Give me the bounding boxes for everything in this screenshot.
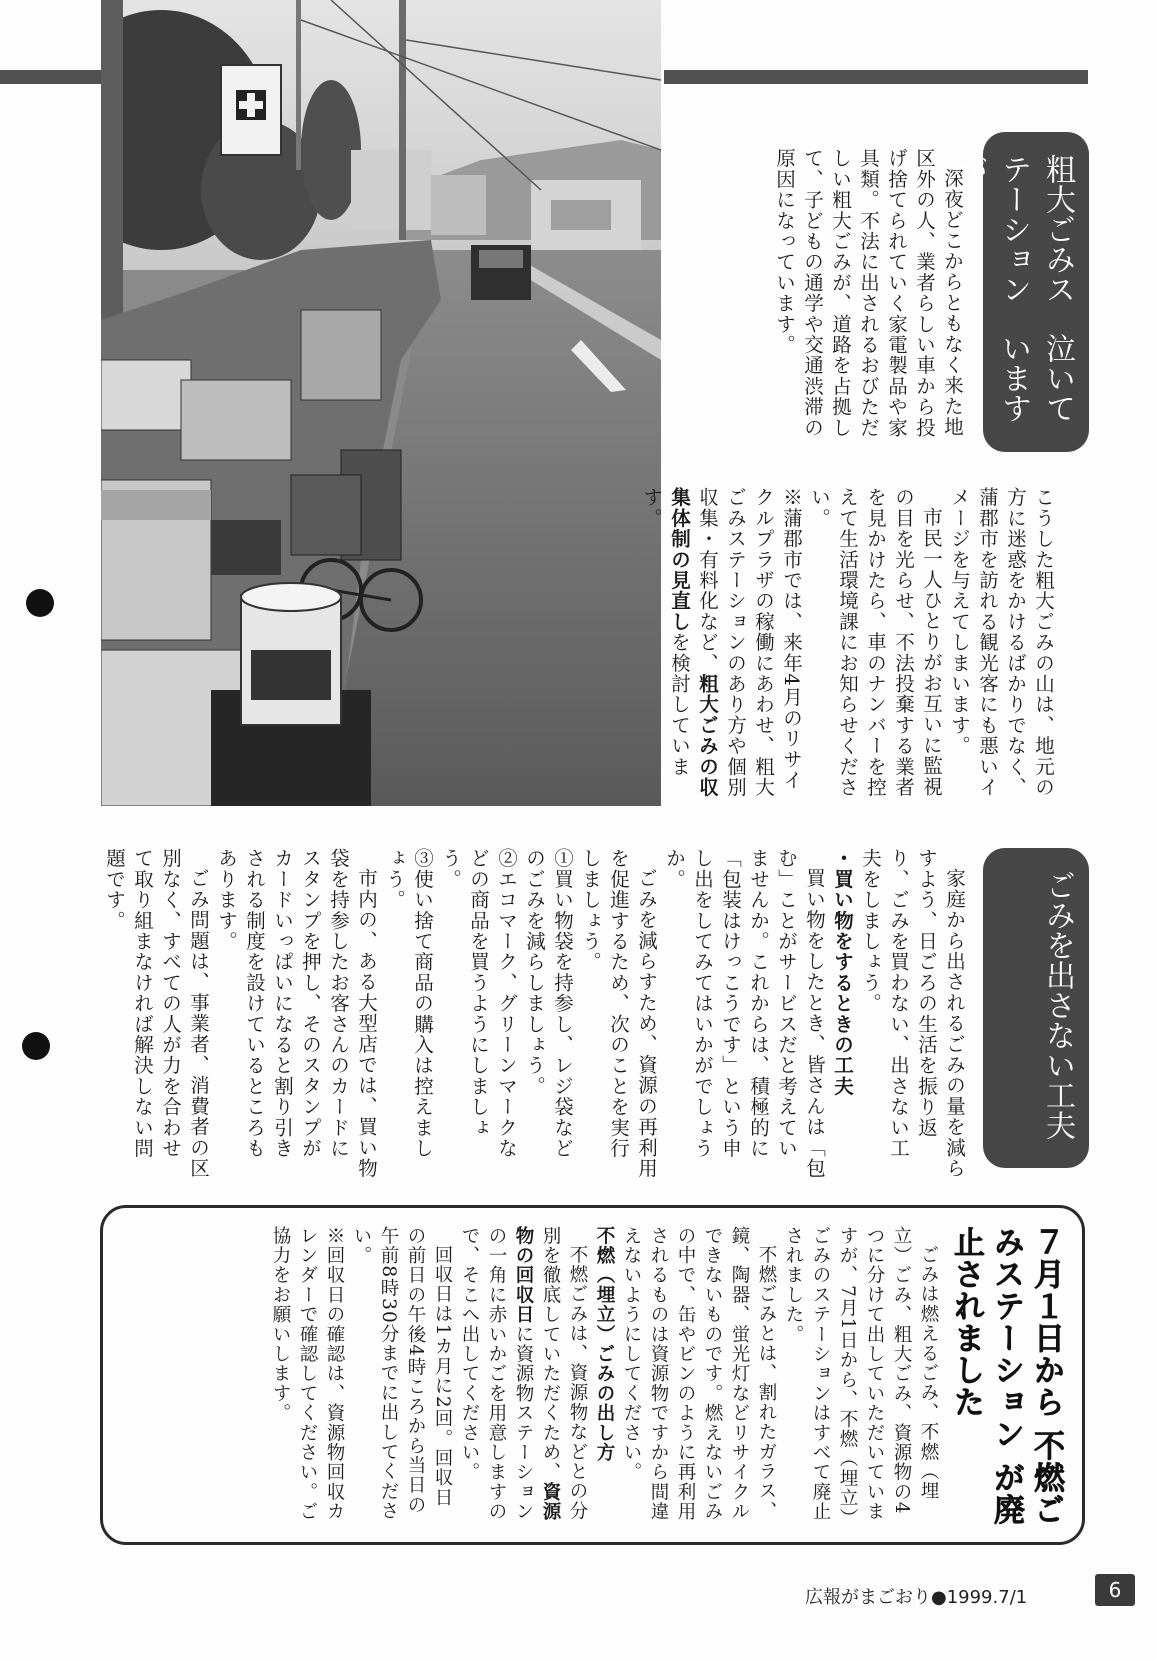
notice-emphasis: 資源物の回収日: [513, 1226, 561, 1522]
article2-list-item: ②エコマーク、グリーンマークなどの商品を買うようにしましょう。: [439, 848, 518, 1159]
notice-paragraph: [456, 1226, 591, 1526]
notice-box: [100, 1205, 1085, 1545]
notice-title-line3: が廃止されました: [948, 1226, 1024, 1526]
article1-paragraph: 市民一人ひとりがお互いに監視の目を光らせ、不法投棄する業者を見かけたら、車のナンバーを控えて生活環境課にお知らせください。: [808, 487, 943, 798]
binder-hole-lower: [22, 1032, 50, 1060]
article2-list-item: ③使い捨て商品の購入は控えましょう。: [383, 848, 434, 1159]
article1-label-line1: 粗大ごみステーションが: [952, 154, 1075, 304]
article1-note: [637, 487, 805, 809]
article1-body-upper: [720, 148, 966, 452]
article2-paragraph: ごみを減らすため、資源の再利用を促進するため、次のことを実行しましょう。: [579, 848, 658, 1178]
notice-paragraph: ごみは燃えるごみ、不燃（埋立）ごみ、粗大ごみ、資源物の4つに分けて出していただいていますが、7月1日から、不燃（埋立）ごみのステーションはすべて廃止されました。: [783, 1226, 939, 1522]
article1-note-end: を検討しています。: [640, 487, 691, 777]
article2-intro: 家庭から出されるごみの量を減らすよう、日ごろの生活を振り返り、ごみを買わない、出さない工夫をしましょう。: [859, 848, 966, 1178]
notice-title-line1: ７月１日から: [1028, 1226, 1064, 1418]
top-rule-right: [664, 70, 1088, 84]
notice-paragraph-text: 不燃ごみは、資源物などとの分別を徹底していただくため、: [540, 1226, 588, 1521]
article2-label: [983, 848, 1089, 1168]
article2-label-line2: 出さない工夫: [1040, 960, 1075, 1140]
notice-title: [946, 1226, 1066, 1526]
publication-footer: 広報がまごおり●1999.7/1: [805, 1587, 1028, 1608]
article1-note-text: ※蒲郡市では、来年4月のリサイクルプラザの稼働にあわせ、粗大ごみステーションのあり方や個別収集・有料化など、: [696, 487, 803, 798]
street-garbage-photo: [101, 0, 661, 806]
article2-list-item: ①買い物袋を持参し、レジ袋などのごみを減らしましょう。: [523, 848, 574, 1159]
article2-paragraph: ごみ問題は、事業者、消費者の区別なく、すべての人が力を合わせて取り組まなければ解決しない問題です。: [103, 848, 210, 1178]
article1-label-line2: 泣いています: [996, 332, 1075, 423]
article2-label-line1: ごみを: [1040, 870, 1075, 960]
article1-label: [952, 132, 1089, 452]
binder-hole-upper: [26, 589, 54, 617]
notice-note: ※回収日の確認は、資源物回収カレンダーで確認してください。ご協力をお願いします。: [270, 1226, 345, 1522]
top-rule-left: [0, 70, 101, 84]
notice-paragraph: 不燃ごみとは、割れたガラス、鏡、陶器、蛍光灯などリサイクルできないものです。燃えないごみの中で、缶やビンのように再利用されるものは資源物ですから間違えないようにしてください。: [621, 1226, 777, 1522]
notice-title-line2: 不燃ごみステーション: [988, 1226, 1064, 1526]
article2-paragraph: 買い物をしたとき、皆さんは「包む」ことがサービスだと考えていませんか。これからは、積極的に「包装はけっこうです」という申し出をしてみてはいかがでしょうか。: [663, 848, 826, 1178]
photo-illustration: [101, 0, 661, 806]
notice-paragraph-end: に資源物ステーションの一角に赤いかごを用意しますので、そこへ出してください。: [459, 1226, 534, 1522]
article1-note-emphasis: 粗大ごみの収集体制の見直し: [668, 487, 719, 798]
page-number: 6: [1095, 1574, 1135, 1606]
notice-subheading: 不燃（埋立）ごみの出し方: [594, 1226, 615, 1463]
notice-body: [122, 1226, 942, 1526]
article1-paragraph: こうした粗大ごみの山は、地元の方に迷惑をかけるばかりでなく、蒲郡市を訪れる観光客にも悪いイメージを与えてしまいます。: [948, 487, 1055, 798]
article1-body-lower: [640, 487, 1057, 809]
article2-subheading: ・買い物をするときの工夫: [831, 848, 854, 1097]
notice-paragraph: 回収日は1カ月に2回。回収日の前日の午後4時ころから当日の午前8時30分までに出してください。: [351, 1226, 453, 1522]
article2-body: [100, 848, 968, 1178]
article2-paragraph: 市内の、ある大型店では、買い物袋を持参したお客さんのカードにスタンプを押し、そのスタンプがカードいっぱいになると割り引きされる制度を設けているところもあります。: [215, 848, 378, 1178]
article1-paragraph: 深夜どこからともなく来た地区外の人、業者らしい車から投げ捨てられていく家電製品や家具類。不法に出されるおびただしい粗大ごみが、道路を占拠して、子どもの通学や交通渋滞の原因になっています。: [773, 148, 964, 438]
